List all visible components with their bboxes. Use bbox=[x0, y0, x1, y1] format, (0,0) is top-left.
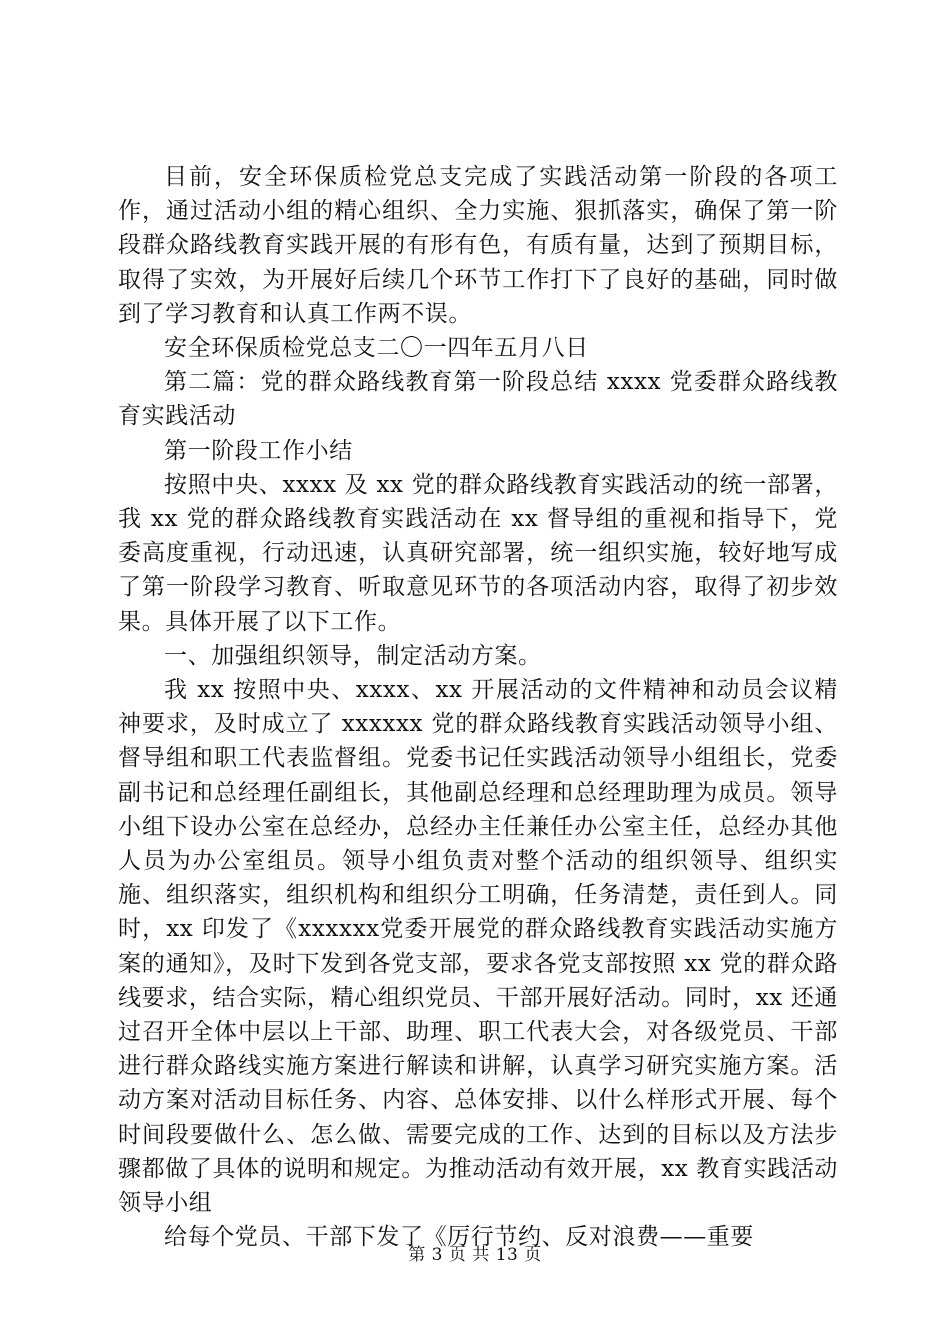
paragraph-second-article-title: 第二篇：党的群众路线教育第一阶段总结 xxxx 党委群众路线教育实践活动 bbox=[118, 369, 838, 430]
paragraph-intro: 按照中央、xxxx 及 xx 党的群众路线教育实践活动的统一部署，我 xx 党的群众路线教育实践活动在 xx 督导组的重视和指导下，党委高度重视，行动迅速，认真研究部署，统一组织实施，较好地写成了第一阶段学习教育、听取意见环节的各项活动内容，取得了初步效果。具体开展了以下工作。 bbox=[118, 471, 838, 635]
paragraph-continuation: 给每个党员、干部下发了《厉行节约、反对浪费——重要 bbox=[164, 1224, 754, 1251]
page-footer: 第 3 页 共 13 页 bbox=[408, 1245, 542, 1265]
paragraph-section-heading: 一、加强组织领导，制定活动方案。 bbox=[164, 642, 542, 669]
paragraph-summary: 目前，安全环保质检党总支完成了实践活动第一阶段的各项工作，通过活动小组的精心组织、全力实施、狠抓落实，确保了第一阶段群众路线教育实践开展的有形有色，有质有量，达到了预期目标，取得了实效，为开展好后续几个环节工作打下了良好的基础，同时做到了学习教育和认真工作两不误。 bbox=[118, 164, 838, 327]
document-body bbox=[118, 160, 838, 1255]
paragraph-signature-date: 安全环保质检党总支二〇一四年五月八日 bbox=[164, 335, 589, 362]
paragraph-stage-subtitle: 第一阶段工作小结 bbox=[164, 437, 353, 464]
paragraph-organization-details: 我 xx 按照中央、xxxx、xx 开展活动的文件精神和动员会议精神要求，及时成立了 xxxxxx 党的群众路线教育实践活动领导小组、督导组和职工代表监督组。党委书记任实践活动领导小组组长，党委副书记和总经理任副组长，其他副总经理和总经理助理为成员。领导小组下设办公室在总经办，总经办主任兼任办公室主任，总经办其他人员为办公室组员。领导小组负责对整个活动的组织领导、组织实施、组织落实，组织机构和组织分工明确，任务清楚，责任到人。同时，xx 印发了《xxxxxx党委开展党的群众路线教育实践活动实施方案的通知》，及时下发到各党支部，要求各党支部按照 xx 党的群众路线要求，结合实际，精心组织党员、干部开展好活动。同时，xx 还通过召开全体中层以上干部、助理、职工代表大会，对各级党员、干部进行群众路线实施方案进行解读和讲解，认真学习研究实施方案。活动方案对活动目标任务、内容、总体安排、以什么样形式开展、每个时间段要做什么、怎么做、需要完成的工作、达到的目标以及方法步骤都做了具体的说明和规定。为推动活动有效开展，xx 教育实践活动领导小组 bbox=[118, 677, 838, 1217]
